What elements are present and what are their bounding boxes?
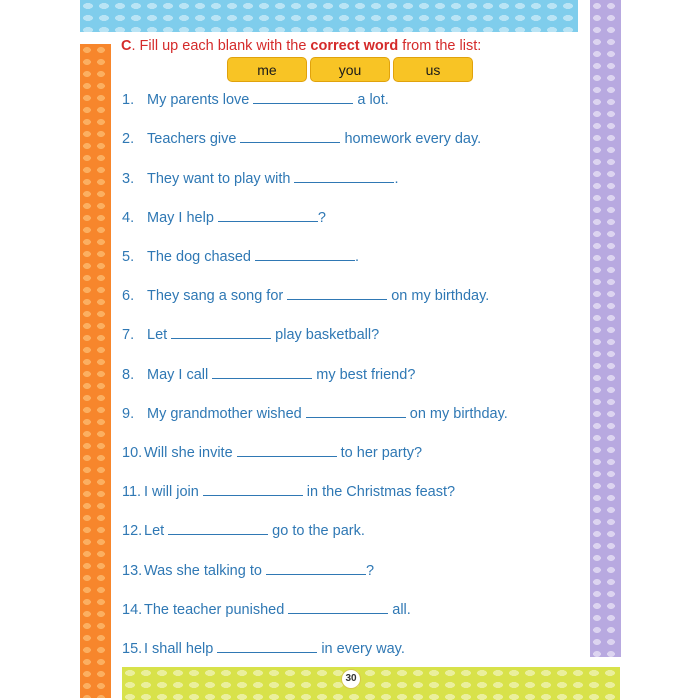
question-number: 14. xyxy=(122,602,143,618)
question-text-before: The dog chased xyxy=(147,249,251,265)
question-number: 11. xyxy=(122,484,142,500)
question-text-after: a lot. xyxy=(357,92,389,108)
question-12 xyxy=(122,521,365,541)
question-text-before: I will join xyxy=(144,484,199,500)
question-8 xyxy=(122,365,415,385)
bottom-decorative-band xyxy=(122,667,620,700)
question-text-before: Will she invite xyxy=(144,445,233,461)
question-number: 7. xyxy=(122,327,135,343)
exercise-letter: C xyxy=(121,38,132,54)
answer-blank[interactable] xyxy=(218,208,318,222)
question-13 xyxy=(122,561,374,581)
question-number: 6. xyxy=(122,288,135,304)
question-number: 2. xyxy=(122,131,135,147)
question-number: 9. xyxy=(122,406,135,422)
question-text-after: to her party? xyxy=(340,445,423,461)
question-text-before: Was she talking to xyxy=(144,563,262,579)
answer-blank[interactable] xyxy=(171,325,271,339)
question-number: 1. xyxy=(122,92,135,108)
answer-blank[interactable] xyxy=(237,443,337,457)
question-number: 8. xyxy=(122,367,135,383)
question-10 xyxy=(122,443,422,463)
question-number: 10. xyxy=(122,445,143,461)
question-4 xyxy=(122,208,326,228)
answer-blank[interactable] xyxy=(217,639,317,653)
question-text-after: in the Christmas feast? xyxy=(306,484,456,500)
word-box-us: us xyxy=(393,57,473,82)
question-text-before: The teacher punished xyxy=(144,602,285,618)
question-14 xyxy=(122,600,411,620)
question-text-after: on my birthday. xyxy=(391,288,490,304)
question-text-before: May I call xyxy=(147,367,209,383)
right-decorative-band xyxy=(590,0,621,657)
question-text-after: all. xyxy=(392,602,411,618)
left-decorative-band xyxy=(80,44,111,698)
answer-blank[interactable] xyxy=(294,169,394,183)
question-1 xyxy=(122,90,389,110)
question-text-before: They want to play with xyxy=(147,171,291,187)
instruction-emphasis: correct word xyxy=(310,38,399,54)
question-9 xyxy=(122,404,508,424)
question-text-before: Teachers give xyxy=(147,131,237,147)
question-number: 4. xyxy=(122,210,135,226)
question-number: 15. xyxy=(122,641,143,657)
question-text-after: homework every day. xyxy=(344,131,482,147)
question-text-after: go to the park. xyxy=(272,523,365,539)
top-decorative-band xyxy=(80,0,578,32)
page-number: 30 xyxy=(341,669,361,689)
exercise-instruction xyxy=(121,38,481,54)
question-11 xyxy=(122,482,455,502)
question-text-after: on my birthday. xyxy=(409,406,508,422)
answer-blank[interactable] xyxy=(255,247,355,261)
question-text-after: play basketball? xyxy=(275,327,380,343)
question-number: 13. xyxy=(122,563,143,579)
answer-blank[interactable] xyxy=(168,521,268,535)
question-7 xyxy=(122,325,379,345)
question-number: 12. xyxy=(122,523,143,539)
answer-blank[interactable] xyxy=(253,90,353,104)
answer-blank[interactable] xyxy=(266,561,366,575)
question-number: 3. xyxy=(122,171,135,187)
question-5 xyxy=(122,247,359,267)
question-text-after: ? xyxy=(317,210,326,226)
answer-blank[interactable] xyxy=(288,600,388,614)
instruction-text-start: . Fill up each blank with the xyxy=(131,38,311,54)
question-text-after: . xyxy=(394,171,399,187)
question-3 xyxy=(122,169,399,189)
question-text-before: Let xyxy=(144,523,165,539)
question-text-before: I shall help xyxy=(144,641,214,657)
question-6 xyxy=(122,286,489,306)
instruction-text-end: from the list: xyxy=(398,38,482,54)
question-2 xyxy=(122,129,481,149)
question-text-before: My grandmother wished xyxy=(147,406,302,422)
question-15 xyxy=(122,639,405,659)
question-text-before: They sang a song for xyxy=(147,288,284,304)
question-text-before: Let xyxy=(147,327,168,343)
word-box-you: you xyxy=(310,57,390,82)
answer-blank[interactable] xyxy=(203,482,303,496)
answer-blank[interactable] xyxy=(306,404,406,418)
question-text-before: May I help xyxy=(147,210,214,226)
answer-blank[interactable] xyxy=(212,365,312,379)
question-text-after: ? xyxy=(365,563,375,579)
answer-blank[interactable] xyxy=(240,129,340,143)
answer-blank[interactable] xyxy=(287,286,387,300)
question-text-after: . xyxy=(355,249,360,265)
question-number: 5. xyxy=(122,249,135,265)
word-box-me: me xyxy=(227,57,307,82)
question-text-before: My parents love xyxy=(147,92,250,108)
question-text-after: in every way. xyxy=(321,641,405,657)
question-text-after: my best friend? xyxy=(316,367,416,383)
